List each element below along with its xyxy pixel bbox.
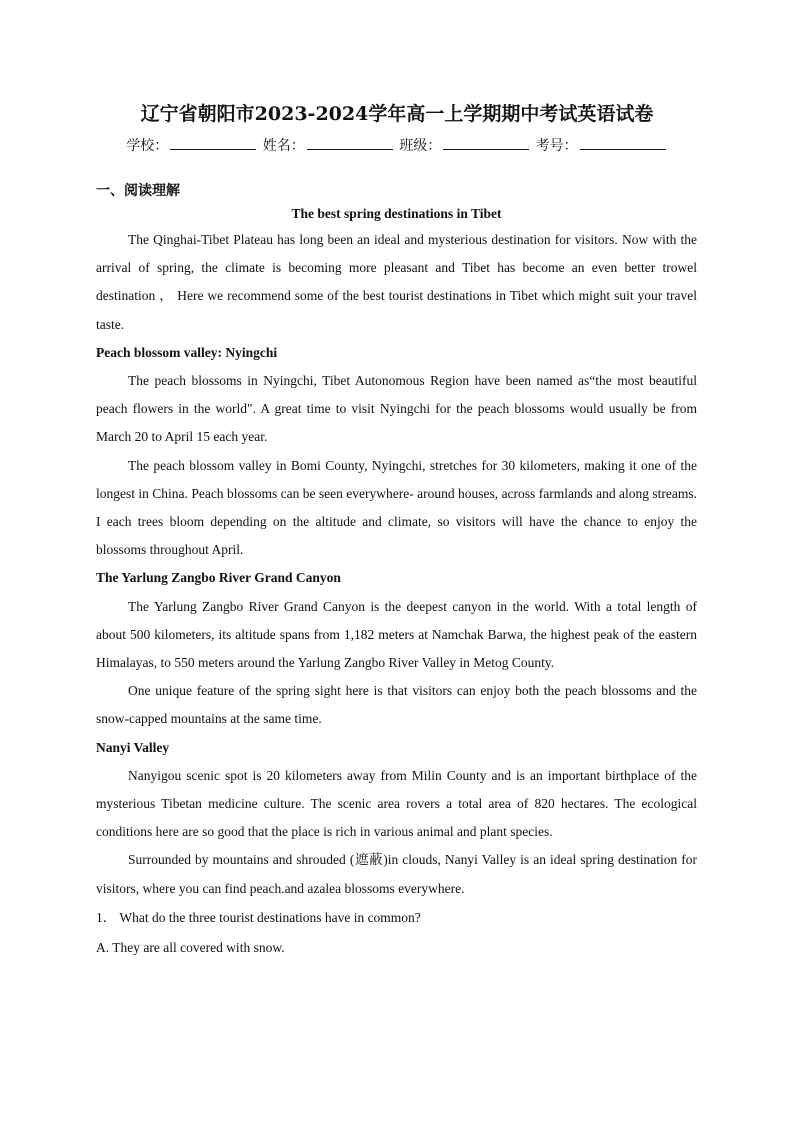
section-heading: 一、阅读理解 xyxy=(96,183,180,199)
paragraph: The Yarlung Zangbo River Grand Canyon is the deepest canyon in the world. With a total length of about 500 kilometers, its altitude spans from 1,182 meters at Namchak Barwa, the highest peak of the eastern Himalayas, to 550 meters around the Yarlung Zangbo River Valley in Metog County. xyxy=(96,598,697,671)
name-blank[interactable] xyxy=(307,135,393,150)
answer-option-a[interactable]: A. They are all covered with snow. xyxy=(96,939,285,955)
paragraph: Nanyigou scenic spot is 20 kilometers away from Milin County and is an important birthplace of the mysterious Tibetan medicine culture. The scenic area rovers a total area of 820 hectares. The ecological conditions here are so good that the place is rich in various animal and plant species. xyxy=(96,767,697,840)
article-intro: The Qinghai-Tibet Plateau has long been an ideal and mysterious destination for visitors. Now with the arrival of spring, the climate is becoming more pleasant and Tibet has become an even better trowel destination ， Here we recommend some of the best tourist destinations in Tibet which might suit your travel taste. xyxy=(96,232,697,332)
reading-passage xyxy=(96,202,697,963)
section-heading-nanyi: Nanyi Valley xyxy=(96,739,170,755)
exam-title: 辽宁省朝阳市2023-2024学年高一上学期期中考试英语试卷 xyxy=(140,103,654,125)
exam-number-blank[interactable] xyxy=(580,135,666,150)
class-blank[interactable] xyxy=(443,135,529,150)
class-label: 班级： xyxy=(399,138,442,154)
article-title: The best spring destinations in Tibet xyxy=(291,206,502,221)
paragraph: The peach blossom valley in Bomi County, Nyingchi, stretches for 30 kilometers, making it one of the longest in China. Peach blossoms can be seen everywhere- around houses, across farmlands and along streams. I each trees bloom depending on the altitude and climate, so visitors will have the chance to enjoy the blossoms throughout April. xyxy=(96,457,697,558)
paragraph: Surrounded by mountains and shrouded (遮蔽)in clouds, Nanyi Valley is an ideal spring destination for visitors, where you can find peach.and azalea blossoms everywhere. xyxy=(96,852,697,896)
question-stem: 1． What do the three tourist destinations have in common? xyxy=(96,909,421,925)
school-label: 学校： xyxy=(126,138,169,154)
section-heading-nyingchi: Peach blossom valley: Nyingchi xyxy=(96,344,278,360)
school-blank[interactable] xyxy=(170,135,256,150)
name-label: 姓名： xyxy=(262,138,305,154)
student-info-line xyxy=(0,135,794,157)
exam-number-label: 考号： xyxy=(535,138,578,154)
section-heading-canyon: The Yarlung Zangbo River Grand Canyon xyxy=(96,570,341,586)
paragraph: The peach blossoms in Nyingchi, Tibet Autonomous Region have been named as“the most beautiful peach flowers in the world". A great time to visit Nyingchi for the peach blossoms would usually be from March 20 to April 15 each year. xyxy=(96,373,697,445)
paragraph: One unique feature of the spring sight here is that visitors can enjoy both the peach blossoms and the snow-capped mountains at the same time. xyxy=(96,683,697,727)
